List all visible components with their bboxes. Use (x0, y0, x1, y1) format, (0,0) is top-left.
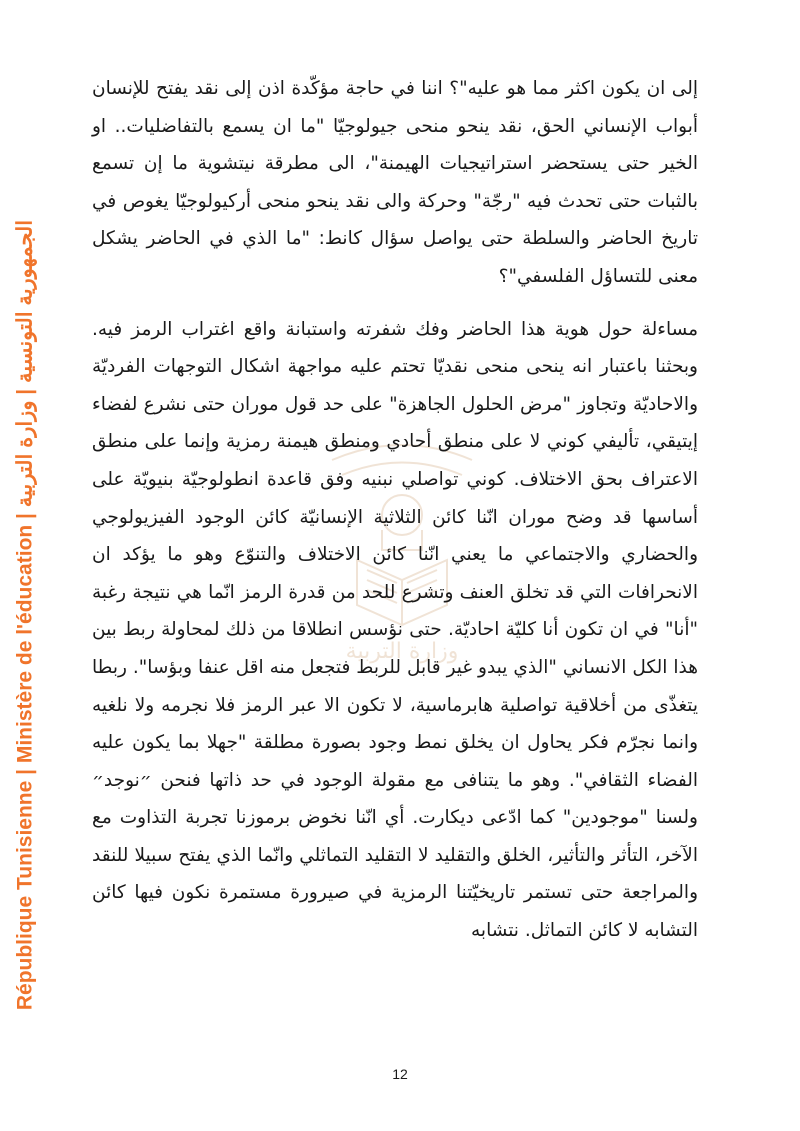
watermark-label: وزارة التربية (345, 639, 459, 664)
paragraph-1: إلى ان يكون اكثر مما هو عليه"؟ اننا في حاجة مؤكّدة اذن إلى نقد يفتح للإنسان أبواب الإنساني الحق، نقد ينحو منحى جيولوجيّا "ما ان يسمع بالتفاضليات.. او الخير حتى يستحضر استراتيجيات الهيمنة"، الى مطرقة نيتشوية ما إن تسمع بالثبات حتى تحدث فيه "رجّة" وحركة والى نقد ينحو منحى أركيولوجيّا يغوص في تاريخ الحاضر والسلطة حتى يواصل سؤال كانط: "ما الذي في الحاضر يشكل معنى للتساؤل الفلسفي"؟ (92, 78, 698, 287)
side-banner (0, 0, 50, 1131)
body-text (92, 70, 698, 950)
side-banner-text: République Tunisienne | Ministère de l'éducation | الجمهورية التونسية | وزارة التربية (13, 219, 37, 1011)
page-number: 12 (392, 1066, 408, 1082)
paragraph-2: مساءلة حول هوية هذا الحاضر وفك شفرته واستبانة واقع اغتراب الرمز فيه. وبحثنا باعتبار انه ينحى منحى نقديّا تحتم عليه مواجهة اشكال التوجهات الفرديّة والاحاديّة وتجاوز "مرض الحلول الجاهزة" على حد قول موران حتى نشرع لفضاء إيتيقي، تأليفي كوني لا على منطق أحادي ومنطق هيمنة رمزية وإنما على منطق الاعتراف بحق الاختلاف. كوني تواصلي نبنيه وفق قاعدة انطولوجيّة بنيويّة على أساسها قد وضح موران انّنا كائن الثلاثية الإنسانيّة كائن الوجود الفيزيولوجي والحضاري والاجتماعي ما يعني انّنا كائن الاختلاف والتنوّع وهو ما يؤكد ان الانحرافات التي قد تخلق العنف وتشرع للحد من قدرة الرمز انّما هي نتيجة رغبة "أنا" في ان تكون أنا كليّة احاديّة. حتى نؤسس انطلاقا من ذلك لمحاولة ربط بين هذا الكل الانساني "الذي يبدو غير قابل للربط فتجعل منه اقل عنفا وبؤسا". ربطا يتغذّى من أخلاقية تواصلية هابرماسية، لا تكون الا عبر الرمز فلا نجرمه ولا نلغيه وانما نجرّم فكر يحاول ان يخلق نمط وجود بصورة مطلقة "جهلا بما يكون عليه الفضاء الثقافي". وهو ما يتنافى مع مقولة الوجود في حد ذاتها فنحن ״نوجد״ ولسنا "موجودين" كما ادّعى ديكارت. أي انّنا نخوض برموزنا تجربة التذاوت مع الآخر، التأثر والتأثير، الخلق والتقليد لا التقليد التماثلي وانّما الذي يفتح سبيلا للنقد والمراجعة حتى تستمر تاريخيّتنا الرمزية في صيرورة مستمرة نكون فيها كائن التشابه لا كائن التماثل. نتشابه (92, 318, 698, 942)
